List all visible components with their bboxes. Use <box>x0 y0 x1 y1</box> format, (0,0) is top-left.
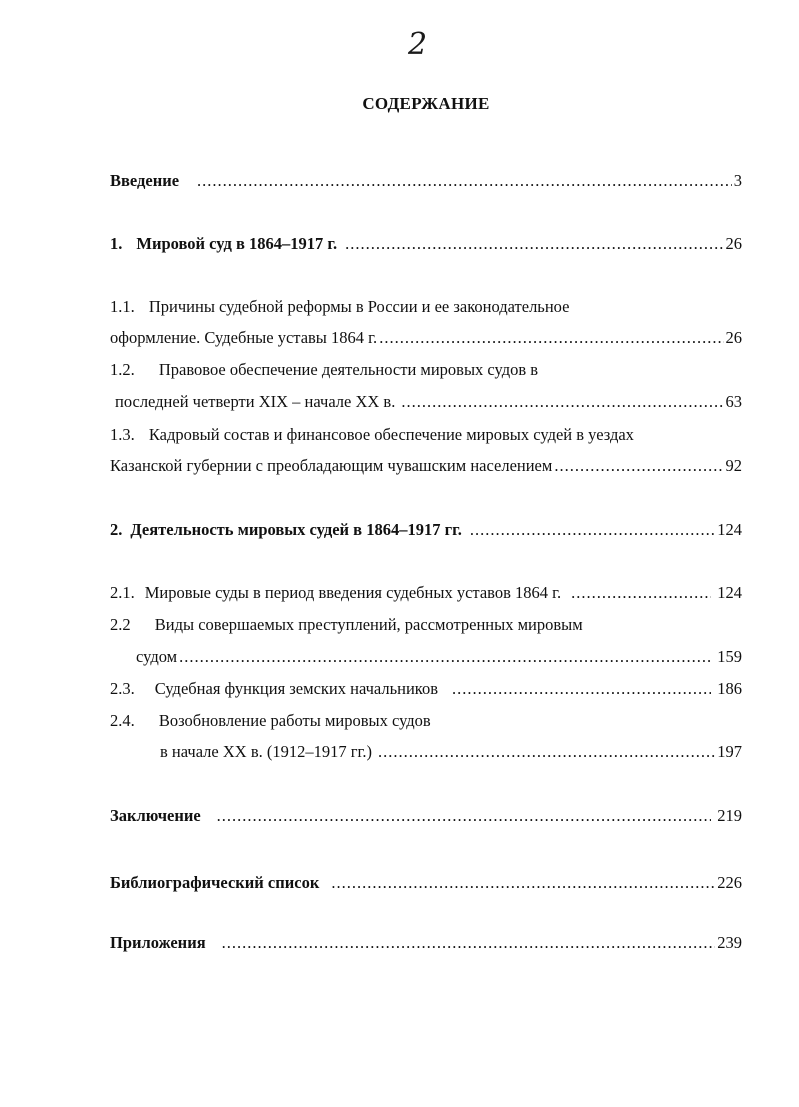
toc-entry-label: Библиографический список <box>110 873 320 892</box>
toc-entry-conclusion[interactable] <box>110 804 742 828</box>
toc-entry-number: 1.3. <box>110 425 135 444</box>
toc-entry-number: 1.2. <box>110 360 135 379</box>
toc-entry-page: 124 <box>717 520 742 539</box>
toc-entry-page: 124 <box>717 583 742 602</box>
toc-entry-1-1-line2[interactable] <box>110 326 742 350</box>
toc-entry-2-4-line2[interactable] <box>160 740 742 764</box>
toc-entry-page: 3 <box>733 171 742 190</box>
toc-entry-2-2-line2[interactable] <box>136 645 742 669</box>
toc-entry-label-continued: Казанской губернии с преобладающим чувашским населением <box>110 456 553 475</box>
handwritten-page-number: 2 <box>408 27 428 62</box>
toc-entry-label: Деятельность мировых судей в 1864–1917 гг. <box>130 520 462 539</box>
toc-entry-2-4-line1[interactable] <box>110 709 431 733</box>
dot-leader <box>470 518 715 542</box>
dot-leader <box>345 232 723 256</box>
toc-entry-label: Правовое обеспечение деятельности мировых судов в <box>158 360 539 379</box>
toc-entry-label: Виды совершаемых преступлений, рассмотренных мировым <box>154 615 583 634</box>
toc-entry-page: 63 <box>725 392 742 411</box>
toc-entry-label: Мировой суд в 1864–1917 г. <box>136 234 338 253</box>
toc-entry-chapter-2[interactable] <box>110 518 742 542</box>
dot-leader <box>401 390 723 414</box>
toc-entry-page: 26 <box>725 234 742 253</box>
toc-entry-page: 92 <box>725 456 742 475</box>
toc-entry-2-3[interactable] <box>110 677 742 701</box>
toc-entry-1-2-line1[interactable] <box>110 358 538 382</box>
toc-entry-1-2-line2[interactable] <box>115 390 742 414</box>
toc-entry-1-3-line1[interactable] <box>110 423 634 447</box>
toc-entry-appendices[interactable] <box>110 931 742 955</box>
toc-entry-number: 2.3. <box>110 679 135 698</box>
toc-entry-label: Заключение <box>110 806 201 825</box>
toc-entry-label: Мировые суды в период введения судебных уставов 1864 г. <box>144 583 562 602</box>
toc-entry-number: 2.4. <box>110 711 135 730</box>
toc-entry-2-2-line1[interactable] <box>110 613 583 637</box>
page-title: СОДЕРЖАНИЕ <box>362 94 490 113</box>
dot-leader <box>331 871 715 895</box>
toc-entry-number: 2. <box>110 520 123 539</box>
toc-entry-number: 2.1. <box>110 583 135 602</box>
toc-entry-intro[interactable] <box>110 169 742 193</box>
dot-leader <box>452 677 711 701</box>
toc-entry-label: Судебная функция земских начальников <box>154 679 439 698</box>
toc-entry-page: 226 <box>717 873 742 892</box>
toc-entry-label: Приложения <box>110 933 206 952</box>
toc-entry-chapter-1[interactable] <box>110 232 742 256</box>
toc-entry-page: 219 <box>717 806 742 825</box>
dot-leader <box>379 326 723 350</box>
toc-entry-page: 26 <box>725 328 742 347</box>
toc-entry-number: 1. <box>110 234 123 253</box>
toc-entry-page: 197 <box>717 742 742 761</box>
dot-leader <box>222 931 716 955</box>
dot-leader <box>378 740 715 764</box>
dot-leader <box>179 645 711 669</box>
toc-entry-label-continued: судом <box>136 647 178 666</box>
toc-entry-1-3-line2[interactable] <box>110 454 742 478</box>
toc-entry-number: 1.1. <box>110 297 135 316</box>
dot-leader <box>217 804 712 828</box>
dot-leader <box>197 169 732 193</box>
toc-entry-1-1-line1[interactable] <box>110 295 569 319</box>
toc-entry-label-continued: в начале XX в. (1912–1917 гг.) <box>160 742 373 761</box>
toc-entry-number: 2.2 <box>110 615 131 634</box>
dot-leader <box>554 454 723 478</box>
toc-entry-label: Возобновление работы мировых судов <box>158 711 431 730</box>
toc-entry-label: Причины судебной реформы в России и ее законодательное <box>148 297 570 316</box>
toc-entry-label-continued: последней четверти XIX – начале XX в. <box>115 392 396 411</box>
dot-leader <box>571 581 711 605</box>
toc-entry-page: 159 <box>717 647 742 666</box>
toc-entry-bibliography[interactable] <box>110 871 742 895</box>
toc-entry-page: 186 <box>717 679 742 698</box>
toc-entry-label: Кадровый состав и финансовое обеспечение мировых судей в уездах <box>148 425 634 444</box>
toc-entry-page: 239 <box>717 933 742 952</box>
toc-entry-2-1[interactable] <box>110 581 742 605</box>
toc-entry-label: Введение <box>110 171 180 190</box>
toc-entry-label-continued: оформление. Судебные уставы 1864 г. <box>110 328 378 347</box>
